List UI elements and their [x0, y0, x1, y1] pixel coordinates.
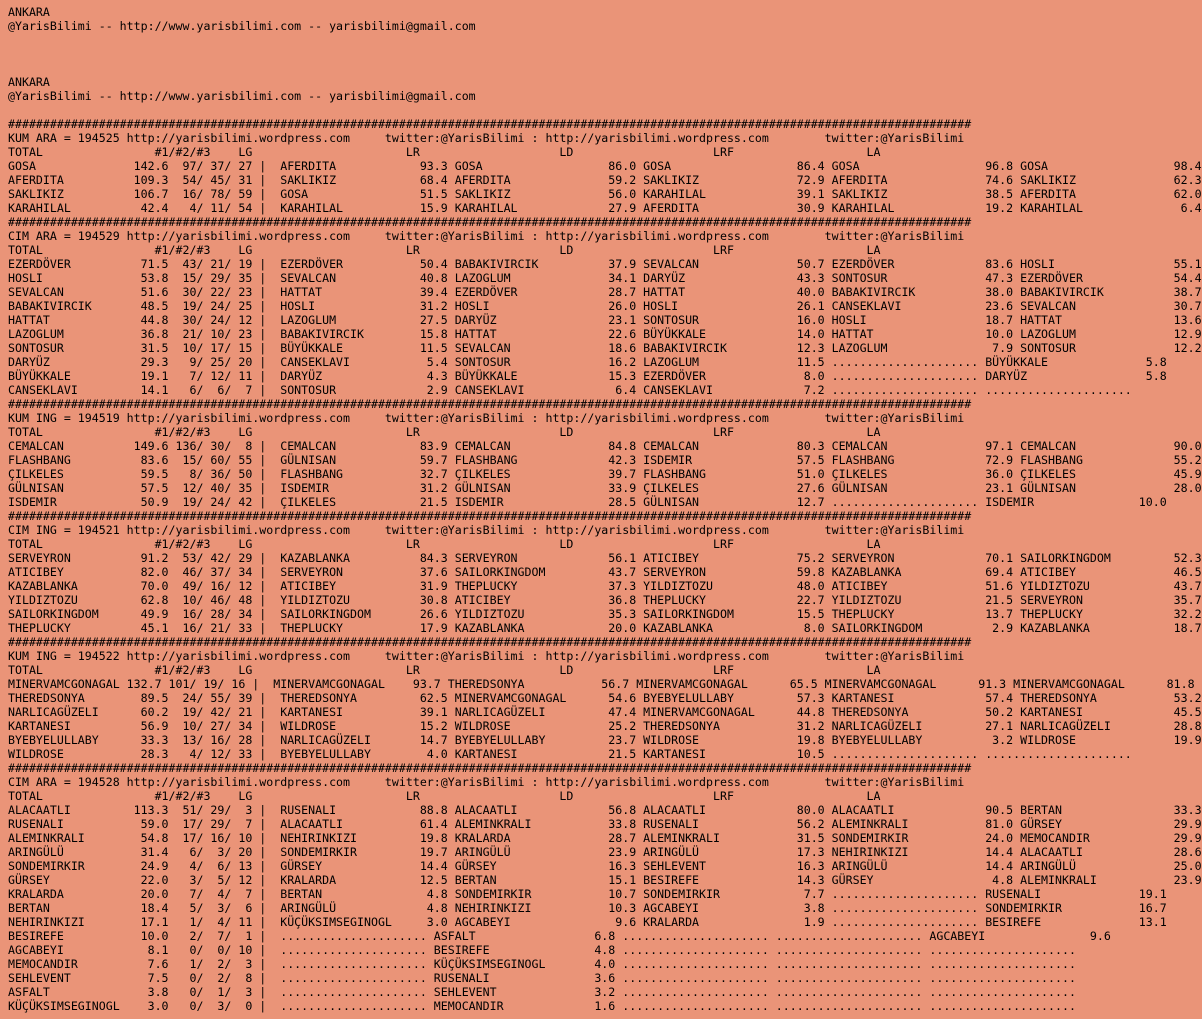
- race-header-line: CIM ARA = 194528 http://yarisbilimi.wordpress.com twitter:@YarisBilimi : http://yarisbilimi.wordpress.com twitter:@YarisBilimi: [8, 775, 965, 789]
- result-row: SONDEMIRKIR 24.9 4/ 6/ 13 | GÜRSEY 14.4 GÜRSEY 16.3 SEHLEVENT 16.3 ARINGÜLÜ 14.4 ARINGÜLÜ 25.0: [8, 859, 1202, 873]
- blank-line: [8, 103, 1202, 117]
- result-row: CANSEKLAVI 14.1 6/ 6/ 7 | SONTOSUR 2.9 CANSEKLAVI 6.4 CANSEKLAVI 7.2 ..................... .....................: [8, 383, 1132, 397]
- result-row: ARINGÜLÜ 31.4 6/ 3/ 20 | SONDEMIRKIR 19.7 ARINGÜLÜ 23.9 ARINGÜLÜ 17.3 NEHIRINKIZI 14.4 ALACAATLI 28.6: [8, 845, 1202, 859]
- column-header-line: TOTAL #1/#2/#3 LG LR LD LRF LA: [8, 145, 881, 159]
- result-row: ATICIBEY 82.0 46/ 37/ 34 | SERVEYRON 37.6 SAILORKINGDOM 43.7 SERVEYRON 59.8 KAZABLANKA 69.4 ATICIBEY 46.5: [8, 565, 1202, 579]
- result-row: RUSENALI 59.0 17/ 29/ 7 | ALACAATLI 61.4 ALEMINKRALI 33.8 RUSENALI 56.2 ALEMINKRALI 81.0 GÜRSEY 29.9: [8, 817, 1202, 831]
- result-row: KARAHILAL 42.4 4/ 11/ 54 | KARAHILAL 15.9 KARAHILAL 27.9 AFERDITA 30.9 KARAHILAL 19.2 KARAHILAL 6.4: [8, 201, 1202, 215]
- result-row: ASFALT 3.8 0/ 1/ 3 | ..................... SEHLEVENT 3.2 ..................... ..................... .....................: [8, 985, 1076, 999]
- section-separator: ##########################################################################################################################################: [8, 117, 972, 131]
- column-header-line: TOTAL #1/#2/#3 LG LR LD LRF LA: [8, 425, 881, 439]
- blank-line: [8, 61, 1202, 75]
- results-text-document: [8, 5, 1202, 1013]
- city-title: ANKARA: [8, 75, 50, 89]
- section-separator: ##########################################################################################################################################: [8, 509, 972, 523]
- race-header-line: CIM ARA = 194529 http://yarisbilimi.wordpress.com twitter:@YarisBilimi : http://yarisbilimi.wordpress.com twitter:@YarisBilimi: [8, 229, 965, 243]
- section-separator: ##########################################################################################################################################: [8, 215, 972, 229]
- result-row: NEHIRINKIZI 17.1 1/ 4/ 11 | KÜÇÜKSIMSEGINOGL 3.0 AGCABEYI 9.6 KRALARDA 1.9 ..................... BESIREFE 13.1: [8, 915, 1167, 929]
- result-row: ISDEMIR 50.9 19/ 24/ 42 | ÇILKELES 21.5 ISDEMIR 28.5 GÜLNISAN 12.7 ..................... ISDEMIR 10.0: [8, 495, 1167, 509]
- result-row: GOSA 142.6 97/ 37/ 27 | AFERDITA 93.3 GOSA 86.0 GOSA 86.4 GOSA 96.8 GOSA 98.4: [8, 159, 1202, 173]
- result-row: SONTOSUR 31.5 10/ 17/ 15 | BÜYÜKKALE 11.5 SEVALCAN 18.6 BABAKIVIRCIK 12.3 LAZOGLUM 7.9 SONTOSUR 12.2: [8, 341, 1202, 355]
- result-row: THEREDSONYA 89.5 24/ 55/ 39 | THEREDSONYA 62.5 MINERVAMCGONAGAL 54.6 BYEBYELULLABY 57.3 KARTANESI 57.4 THEREDSONYA 53.2: [8, 691, 1202, 705]
- result-row: CEMALCAN 149.6 136/ 30/ 8 | CEMALCAN 83.9 CEMALCAN 84.8 CEMALCAN 80.3 CEMALCAN 97.1 CEMALCAN 90.0: [8, 439, 1202, 453]
- result-row: DARYÜZ 29.3 9/ 25/ 20 | CANSEKLAVI 5.4 SONTOSUR 16.2 LAZOGLUM 11.5 ..................... BÜYÜKKALE 5.8: [8, 355, 1167, 369]
- result-row: LAZOGLUM 36.8 21/ 10/ 23 | BABAKIVIRCIK 15.8 HATTAT 22.6 BÜYÜKKALE 14.0 HATTAT 10.0 LAZOGLUM 12.9: [8, 327, 1202, 341]
- section-separator: ##########################################################################################################################################: [8, 635, 972, 649]
- contact-line: @YarisBilimi -- http://www.yarisbilimi.com -- yarisbilimi@gmail.com: [8, 89, 476, 103]
- result-row: EZERDÖVER 71.5 43/ 21/ 19 | EZERDÖVER 50.4 BABAKIVIRCIK 37.9 SEVALCAN 50.7 EZERDÖVER 83.6 HOSLI 55.1: [8, 257, 1202, 271]
- blank-line: [8, 33, 1202, 47]
- contact-line: @YarisBilimi -- http://www.yarisbilimi.com -- yarisbilimi@gmail.com: [8, 19, 476, 33]
- result-row: AFERDITA 109.3 54/ 45/ 31 | SAKLIKIZ 68.4 AFERDITA 59.2 SAKLIKIZ 72.9 AFERDITA 74.6 SAKLIKIZ 62.3: [8, 173, 1202, 187]
- result-row: BÜYÜKKALE 19.1 7/ 12/ 11 | DARYÜZ 4.3 BÜYÜKKALE 15.3 EZERDÖVER 8.0 ..................... DARYÜZ 5.8: [8, 369, 1167, 383]
- result-row: FLASHBANG 83.6 15/ 60/ 55 | GÜLNISAN 59.7 FLASHBANG 42.3 ISDEMIR 57.5 FLASHBANG 72.9 FLASHBANG 55.2: [8, 453, 1202, 467]
- result-row: ALEMINKRALI 54.8 17/ 16/ 10 | NEHIRINKIZI 19.8 KRALARDA 28.7 ALEMINKRALI 31.5 SONDEMIRKIR 24.0 MEMOCANDIR 29.9: [8, 831, 1202, 845]
- result-row: GÜRSEY 22.0 3/ 5/ 12 | KRALARDA 12.5 BERTAN 15.1 BESIREFE 14.3 GÜRSEY 4.8 ALEMINKRALI 23.9: [8, 873, 1202, 887]
- result-row: AGCABEYI 8.1 0/ 0/ 10 | ..................... BESIREFE 4.8 ..................... ..................... .....................: [8, 943, 1076, 957]
- result-row: WILDROSE 28.3 4/ 12/ 33 | BYEBYELULLABY 4.0 KARTANESI 21.5 KARTANESI 10.5 ..................... .....................: [8, 747, 1132, 761]
- section-separator: ##########################################################################################################################################: [8, 761, 972, 775]
- result-row: BERTAN 18.4 5/ 3/ 6 | ARINGÜLÜ 4.8 NEHIRINKIZI 10.3 AGCABEYI 3.8 ..................... SONDEMIRKIR 16.7: [8, 901, 1167, 915]
- result-row: HOSLI 53.8 15/ 29/ 35 | SEVALCAN 40.8 LAZOGLUM 34.1 DARYÜZ 43.3 SONTOSUR 47.3 EZERDÖVER 54.4: [8, 271, 1202, 285]
- result-row: YILDIZTOZU 62.8 10/ 46/ 48 | YILDIZTOZU 30.8 ATICIBEY 36.8 THEPLUCKY 22.7 YILDIZTOZU 21.5 SERVEYRON 35.7: [8, 593, 1202, 607]
- result-row: KÜÇÜKSIMSEGINOGL 3.0 0/ 3/ 0 | ..................... MEMOCANDIR 1.6 ..................... ..................... .....................: [8, 999, 1076, 1013]
- column-header-line: TOTAL #1/#2/#3 LG LR LD LRF LA: [8, 243, 881, 257]
- result-row: MEMOCANDIR 7.6 1/ 2/ 3 | ..................... KÜÇÜKSIMSEGINOGL 4.0 ..................... ..................... .....................: [8, 957, 1076, 971]
- result-row: THEPLUCKY 45.1 16/ 21/ 33 | THEPLUCKY 17.9 KAZABLANKA 20.0 KAZABLANKA 8.0 SAILORKINGDOM 2.9 KAZABLANKA 18.7: [8, 621, 1202, 635]
- result-row: BYEBYELULLABY 33.3 13/ 16/ 28 | NARLICAGÜZELI 14.7 BYEBYELULLABY 23.7 WILDROSE 19.8 BYEBYELULLABY 3.2 WILDROSE 19.9: [8, 733, 1202, 747]
- section-separator: ##########################################################################################################################################: [8, 397, 972, 411]
- result-row: SEVALCAN 51.6 30/ 22/ 23 | HATTAT 39.4 EZERDÖVER 28.7 HATTAT 40.0 BABAKIVIRCIK 38.0 BABAKIVIRCIK 38.7: [8, 285, 1202, 299]
- result-row: BABAKIVIRCIK 48.5 19/ 24/ 25 | HOSLI 31.2 HOSLI 26.0 HOSLI 26.1 CANSEKLAVI 23.6 SEVALCAN 30.7: [8, 299, 1202, 313]
- race-header-line: CIM ING = 194521 http://yarisbilimi.wordpress.com twitter:@YarisBilimi : http://yarisbilimi.wordpress.com twitter:@YarisBilimi: [8, 523, 965, 537]
- result-row: KAZABLANKA 70.0 49/ 16/ 12 | ATICIBEY 31.9 THEPLUCKY 37.3 YILDIZTOZU 48.0 ATICIBEY 51.6 YILDIZTOZU 43.7: [8, 579, 1202, 593]
- result-row: BESIREFE 10.0 2/ 7/ 1 | ..................... ASFALT 6.8 ..................... ..................... AGCABEYI 9.6: [8, 929, 1111, 943]
- result-row: SAILORKINGDOM 49.9 16/ 28/ 34 | SAILORKINGDOM 26.6 YILDIZTOZU 35.3 SAILORKINGDOM 15.5 THEPLUCKY 13.7 THEPLUCKY 32.2: [8, 607, 1202, 621]
- race-header-line: KUM ING = 194522 http://yarisbilimi.wordpress.com twitter:@YarisBilimi : http://yarisbilimi.wordpress.com twitter:@YarisBilimi: [8, 649, 965, 663]
- result-row: GÜLNISAN 57.5 12/ 40/ 35 | ISDEMIR 31.2 GÜLNISAN 33.9 ÇILKELES 27.6 GÜLNISAN 23.1 GÜLNISAN 28.0: [8, 481, 1202, 495]
- blank-line: [8, 47, 1202, 61]
- result-row: KRALARDA 20.0 7/ 4/ 7 | BERTAN 4.8 SONDEMIRKIR 10.7 SONDEMIRKIR 7.7 ..................... RUSENALI 19.1: [8, 887, 1167, 901]
- city-title: ANKARA: [8, 5, 50, 19]
- result-row: SEHLEVENT 7.5 0/ 2/ 8 | ..................... RUSENALI 3.6 ..................... ..................... .....................: [8, 971, 1076, 985]
- column-header-line: TOTAL #1/#2/#3 LG LR LD LRF LA: [8, 663, 881, 677]
- race-header-line: KUM ARA = 194525 http://yarisbilimi.wordpress.com twitter:@YarisBilimi : http://yarisbilimi.wordpress.com twitter:@YarisBilimi: [8, 131, 965, 145]
- result-row: HATTAT 44.8 30/ 24/ 12 | LAZOGLUM 27.5 DARYÜZ 23.1 SONTOSUR 16.0 HOSLI 18.7 HATTAT 13.6: [8, 313, 1202, 327]
- result-row: SAKLIKIZ 106.7 16/ 78/ 59 | GOSA 51.5 SAKLIKIZ 56.0 KARAHILAL 39.1 SAKLIKIZ 38.5 AFERDITA 62.0: [8, 187, 1202, 201]
- race-header-line: KUM ING = 194519 http://yarisbilimi.wordpress.com twitter:@YarisBilimi : http://yarisbilimi.wordpress.com twitter:@YarisBilimi: [8, 411, 965, 425]
- result-row: ALACAATLI 113.3 51/ 29/ 3 | RUSENALI 88.8 ALACAATLI 56.8 ALACAATLI 80.0 ALACAATLI 90.5 BERTAN 33.3: [8, 803, 1202, 817]
- result-row: ÇILKELES 59.5 8/ 36/ 50 | FLASHBANG 32.7 ÇILKELES 39.7 FLASHBANG 51.0 ÇILKELES 36.0 ÇILKELES 45.9: [8, 467, 1202, 481]
- result-row: SERVEYRON 91.2 53/ 42/ 29 | KAZABLANKA 84.3 SERVEYRON 56.1 ATICIBEY 75.2 SERVEYRON 70.1 SAILORKINGDOM 52.3: [8, 551, 1202, 565]
- column-header-line: TOTAL #1/#2/#3 LG LR LD LRF LA: [8, 789, 881, 803]
- result-row: NARLICAGÜZELI 60.2 19/ 42/ 21 | KARTANESI 39.1 NARLICAGÜZELI 47.4 MINERVAMCGONAGAL 44.8 THEREDSONYA 50.2 KARTANESI 45.5: [8, 705, 1202, 719]
- result-row: MINERVAMCGONAGAL 132.7 101/ 19/ 16 | MINERVAMCGONAGAL 93.7 THEREDSONYA 56.7 MINERVAMCGONAGAL 65.5 MINERVAMCGONAGAL 91.3 MINERVAMCGONAGAL 81.8: [8, 677, 1195, 691]
- column-header-line: TOTAL #1/#2/#3 LG LR LD LRF LA: [8, 537, 881, 551]
- result-row: KARTANESI 56.9 10/ 27/ 34 | WILDROSE 15.2 WILDROSE 25.2 THEREDSONYA 31.2 NARLICAGÜZELI 27.1 NARLICAGÜZELI 28.8: [8, 719, 1202, 733]
